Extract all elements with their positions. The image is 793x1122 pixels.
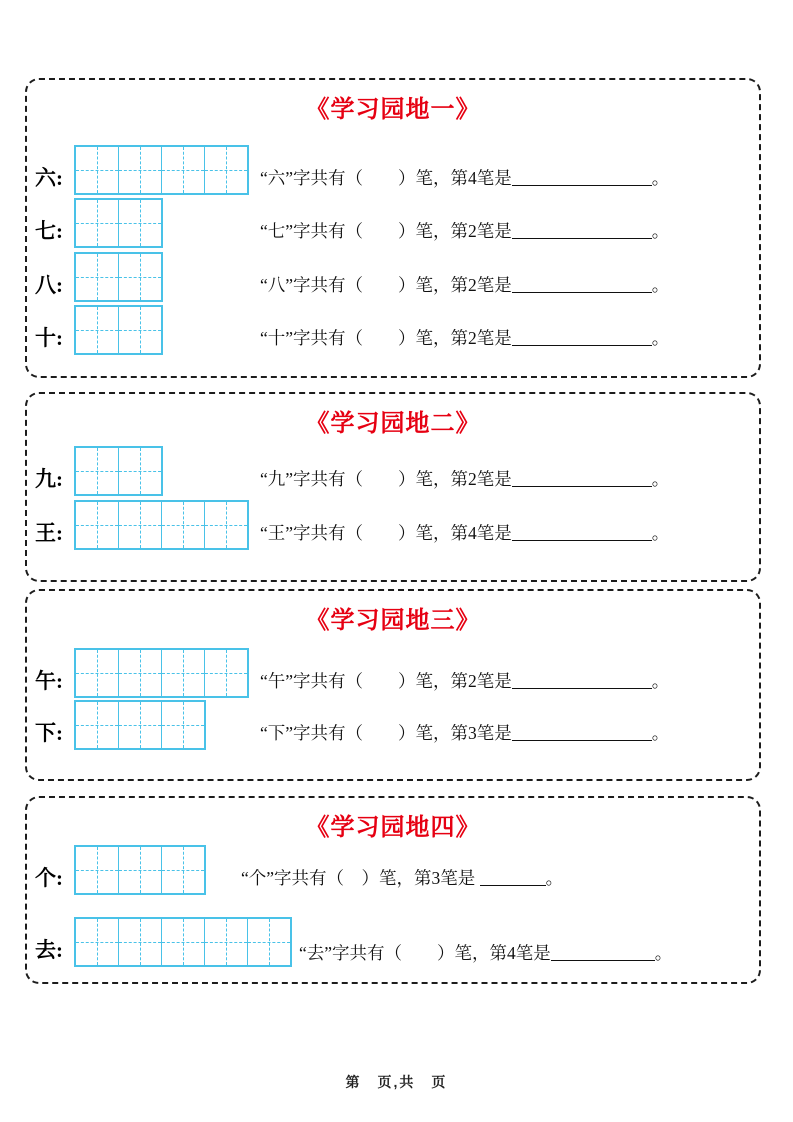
- grid-cell[interactable]: [162, 650, 205, 696]
- question-text: [299, 940, 672, 965]
- answer-blank[interactable]: [551, 958, 655, 961]
- character-label: 王:: [35, 521, 63, 545]
- period-mark: 。: [651, 723, 670, 743]
- question-stem: “下”字共有（ ）笔，第3笔是: [260, 723, 512, 743]
- period-mark: 。: [651, 469, 670, 489]
- grid-cell[interactable]: [119, 847, 162, 893]
- character-label: 午:: [35, 669, 63, 693]
- writing-grid: [74, 500, 249, 550]
- grid-cell[interactable]: [119, 307, 161, 353]
- practice-row: [27, 500, 759, 550]
- grid-cell[interactable]: [76, 502, 119, 548]
- grid-cell[interactable]: [205, 650, 247, 696]
- practice-row: [27, 446, 759, 496]
- grid-cell[interactable]: [119, 650, 162, 696]
- question-text: [260, 218, 669, 243]
- question-stem: “去”字共有（ ）笔，第4笔是: [299, 943, 551, 963]
- period-mark: 。: [651, 275, 670, 295]
- answer-blank[interactable]: [512, 343, 652, 346]
- writing-grid: [74, 198, 163, 248]
- answer-blank[interactable]: [480, 883, 546, 886]
- grid-cell[interactable]: [76, 448, 119, 494]
- practice-row: [27, 145, 759, 195]
- question-text: [260, 520, 669, 545]
- grid-cell[interactable]: [162, 702, 204, 748]
- section-title: 《学习园地三》: [305, 607, 481, 634]
- section-title: 《学习园地二》: [305, 410, 481, 437]
- practice-row: [27, 198, 759, 248]
- question-text: [260, 272, 669, 297]
- question-stem: “十”字共有（ ）笔，第2笔是: [260, 328, 512, 348]
- grid-cell[interactable]: [76, 254, 119, 300]
- writing-grid: [74, 648, 249, 698]
- practice-row: [27, 252, 759, 302]
- grid-cell[interactable]: [119, 702, 162, 748]
- question-text: [241, 865, 563, 890]
- period-mark: 。: [545, 868, 564, 888]
- character-label: 八:: [35, 273, 63, 297]
- grid-cell[interactable]: [162, 502, 205, 548]
- answer-blank[interactable]: [512, 738, 652, 741]
- grid-cell[interactable]: [119, 502, 162, 548]
- period-mark: 。: [651, 221, 670, 241]
- answer-blank[interactable]: [512, 484, 652, 487]
- writing-grid: [74, 917, 292, 967]
- question-text: [260, 720, 669, 745]
- question-stem: “午”字共有（ ）笔，第2笔是: [260, 671, 512, 691]
- page-footer: 第 页,共 页: [345, 1074, 448, 1090]
- section-title: 《学习园地一》: [305, 96, 481, 123]
- answer-blank[interactable]: [512, 236, 652, 239]
- grid-cell[interactable]: [162, 847, 204, 893]
- grid-cell[interactable]: [119, 147, 162, 193]
- writing-grid: [74, 845, 206, 895]
- grid-cell[interactable]: [76, 307, 119, 353]
- question-stem: “八”字共有（ ）笔，第2笔是: [260, 275, 512, 295]
- practice-row: [27, 917, 759, 967]
- grid-cell[interactable]: [119, 200, 161, 246]
- worksheet-section-2: [25, 392, 761, 582]
- grid-cell[interactable]: [119, 254, 161, 300]
- question-stem: “六”字共有（ ）笔，第4笔是: [260, 168, 512, 188]
- grid-cell[interactable]: [205, 147, 247, 193]
- answer-blank[interactable]: [512, 686, 652, 689]
- grid-cell[interactable]: [76, 702, 119, 748]
- grid-cell[interactable]: [205, 919, 248, 965]
- character-label: 去:: [35, 938, 63, 962]
- character-label: 六:: [35, 166, 63, 190]
- grid-cell[interactable]: [76, 200, 119, 246]
- answer-blank[interactable]: [512, 290, 652, 293]
- worksheet-section-1: [25, 78, 761, 378]
- character-label: 九:: [35, 467, 63, 491]
- writing-grid: [74, 145, 249, 195]
- grid-cell[interactable]: [76, 147, 119, 193]
- question-text: [260, 466, 669, 491]
- question-text: [260, 668, 669, 693]
- period-mark: 。: [651, 523, 670, 543]
- practice-row: [27, 648, 759, 698]
- grid-cell[interactable]: [119, 448, 161, 494]
- grid-cell[interactable]: [162, 919, 205, 965]
- question-stem: “七”字共有（ ）笔，第2笔是: [260, 221, 512, 241]
- worksheet-section-4: [25, 796, 761, 984]
- writing-grid: [74, 252, 163, 302]
- grid-cell[interactable]: [205, 502, 247, 548]
- answer-blank[interactable]: [512, 183, 652, 186]
- writing-grid: [74, 446, 163, 496]
- character-label: 下:: [35, 721, 63, 745]
- character-label: 个:: [35, 866, 63, 890]
- grid-cell[interactable]: [76, 919, 119, 965]
- period-mark: 。: [654, 943, 673, 963]
- question-stem: “个”字共有（ ）笔，第3笔是: [241, 868, 480, 888]
- worksheet-section-3: [25, 589, 761, 781]
- grid-cell[interactable]: [76, 650, 119, 696]
- question-stem: “九”字共有（ ）笔，第2笔是: [260, 469, 512, 489]
- period-mark: 。: [651, 328, 670, 348]
- grid-cell[interactable]: [162, 147, 205, 193]
- writing-grid: [74, 700, 206, 750]
- character-label: 十:: [35, 326, 63, 350]
- writing-grid: [74, 305, 163, 355]
- grid-cell[interactable]: [119, 919, 162, 965]
- practice-row: [27, 700, 759, 750]
- character-label: 七:: [35, 219, 63, 243]
- question-stem: “王”字共有（ ）笔，第4笔是: [260, 523, 512, 543]
- question-text: [260, 325, 669, 350]
- period-mark: 。: [651, 168, 670, 188]
- question-text: [260, 165, 669, 190]
- answer-blank[interactable]: [512, 538, 652, 541]
- section-title: 《学习园地四》: [305, 814, 481, 841]
- period-mark: 。: [651, 671, 670, 691]
- grid-cell[interactable]: [76, 847, 119, 893]
- practice-row: [27, 305, 759, 355]
- grid-cell[interactable]: [248, 919, 290, 965]
- practice-row: [27, 845, 759, 895]
